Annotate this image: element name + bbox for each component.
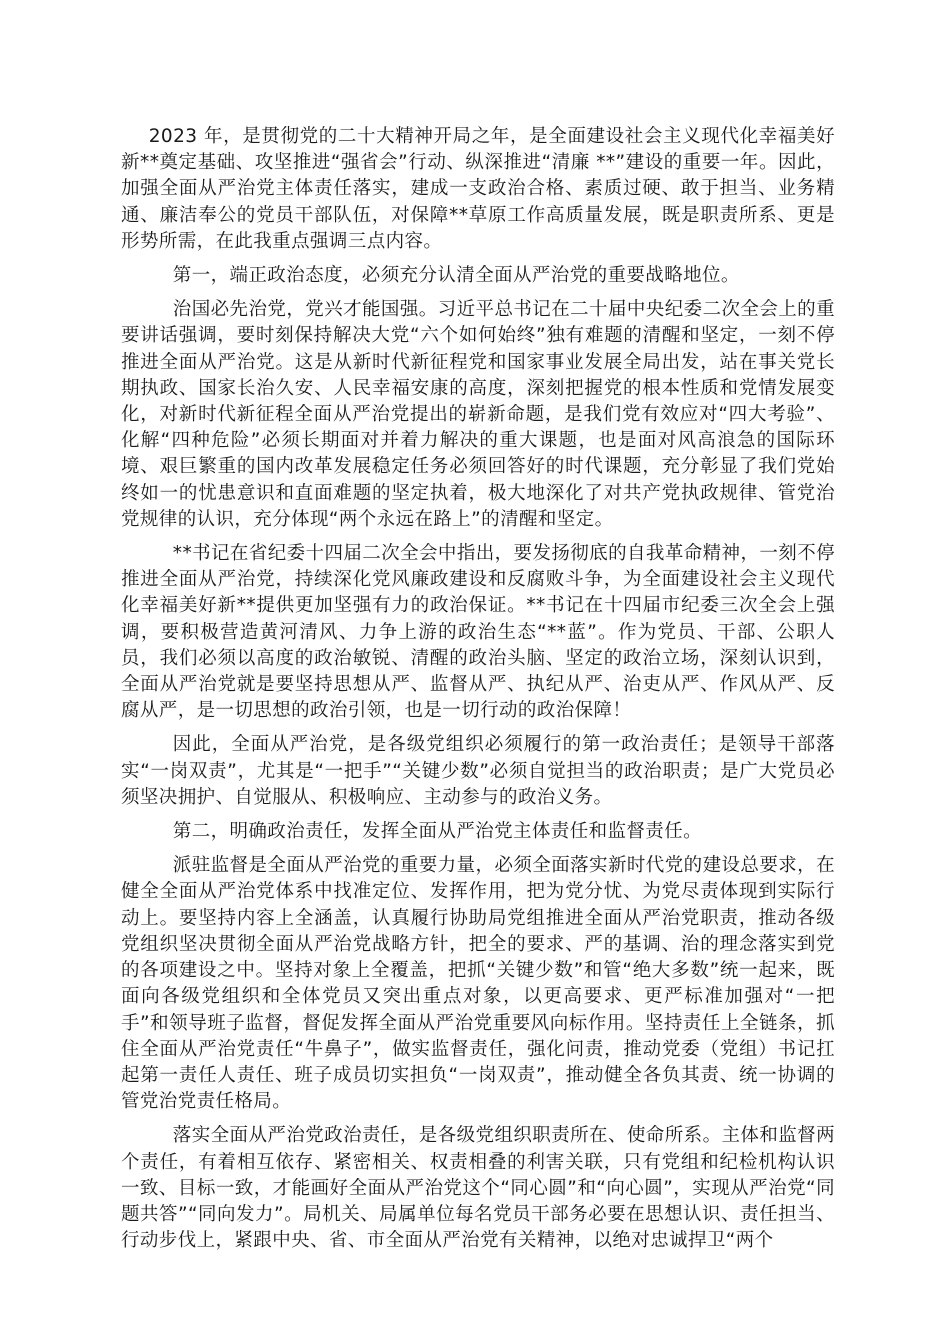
paragraph-body: 治国必先治党，党兴才能国强。习近平总书记在二十届中央纪委二次全会上的重要讲话强调，要时刻保持解决大党“六个如何始终”独有难题的清醒和坚定，一刻不停推进全面从严治党。这是从新时代新征程党和国家事业发展全局出发，站在事关党长期执政、国家长治久安、人民幸福安康的高度，深刻把握党的根本性质和党情发展变化，对新时代新征程全面从严治党提出的崭新命题，是我们党有效应对“四大考验”、化解“四种危险”必须长期面对并着力解决的重大课题，也是面对风高浪急的国际环境、艰巨繁重的国内改革发展稳定任务必须回答好的时代课题，充分彰显了我们党始终如一的忧患意识和直面难题的坚定执着，极大地深化了对共产党执政规律、管党治党规律的认识，充分体现“两个永远在路上”的清醒和坚定。 <box>121 299 835 530</box>
paragraph-body: 落实全面从严治党政治责任，是各级党组织职责所在、使命所系。主体和监督两个责任，有着相互依存、紧密相关、权责相叠的利害关联，只有党组和纪检机构认识一致、目标一致，才能画好全面从严治党这个“同心圆”和“向心圆”，实现从严治党“同题共答”“同向发力”。局机关、局属单位每名党员干部务必要在思想认识、责任担当、行动步伐上，紧跟中央、省、市全面从严治党有关精神，以绝对忠诚捍卫“两个 <box>121 1125 835 1252</box>
section-heading-first: 第一，端正政治态度，必须充分认清全面从严治党的重要战略地位。 <box>172 265 740 287</box>
paragraph-body: 派驻监督是全面从严治党的重要力量，必须全面落实新时代党的建设总要求，在健全全面从严治党体系中找准定位、发挥作用，把为党分忧、为党尽责体现到实际行动上。要坚持内容上全涵盖，认真履行协助局党组推进全面从严治党职责，推动各级党组织坚决贯彻全面从严治党战略方针，把全的要求、严的基调、治的理念落实到党的各项建设之中。坚持对象上全覆盖，把抓“关键少数”和管“绝大多数”统一起来，既面向各级党组织和全体党员又突出重点对象，以更高要求、更严标准加强对“一把手”和领导班子监督，督促发挥全面从严治党重要风向标作用。坚持责任上全链条，抓住全面从严治党责任“牛鼻子”，做实监督责任，强化问责，推动党委（党组）书记扛起第一责任人责任、班子成员切实担负“一岗双责”，推动健全各负其责、统一协调的管党治党责任格局。 <box>121 855 835 1113</box>
paragraph-body: 因此，全面从严治党，是各级党组织必须履行的第一政治责任；是领导干部落实“一岗双责”，尤其是“一把手”“关键少数”必须自觉担当的政治职责；是广大党员必须坚决拥护、自觉服从、积极响应、主动参与的政治义务。 <box>121 734 835 808</box>
paragraph-body: **书记在省纪委十四届二次全会中指出，要发扬彻底的自我革命精神，一刻不停推进全面从严治党，持续深化党风廉政建设和反腐败斗争，为全面建设社会主义现代化幸福美好新**提供更加坚强有力的政治保证。**书记在十四届市纪委三次全会上强调，要积极营造黄河清风、力争上游的政治生态“**蓝”。作为党员、干部、公职人员，我们必须以高度的政治敏锐、清醒的政治头脑、坚定的政治立场，深刻认识到，全面从严治党就是要坚持思想从严、监督从严、执纪从严、治吏从严、作风从严、反腐从严，是一切思想的政治引领，也是一切行动的政治保障！ <box>121 543 835 722</box>
document-page <box>121 124 835 1262</box>
section-heading-second: 第二，明确政治责任，发挥全面从严治党主体责任和监督责任。 <box>172 821 702 843</box>
paragraph-intro: 2023 年，是贯彻党的二十大精神开局之年，是全面建设社会主义现代化幸福美好新**奠定基础、攻坚推进“强省会”行动、纵深推进“清廉 **”建设的重要一年。因此，加强全面从严治党主体责任落实，建成一支政治合格、素质过硬、敢于担当、业务精通、廉洁奉公的党员干部队伍，对保障**草原工作高质量发展，既是职责所系、更是形势所需，在此我重点强调三点内容。 <box>121 126 835 252</box>
